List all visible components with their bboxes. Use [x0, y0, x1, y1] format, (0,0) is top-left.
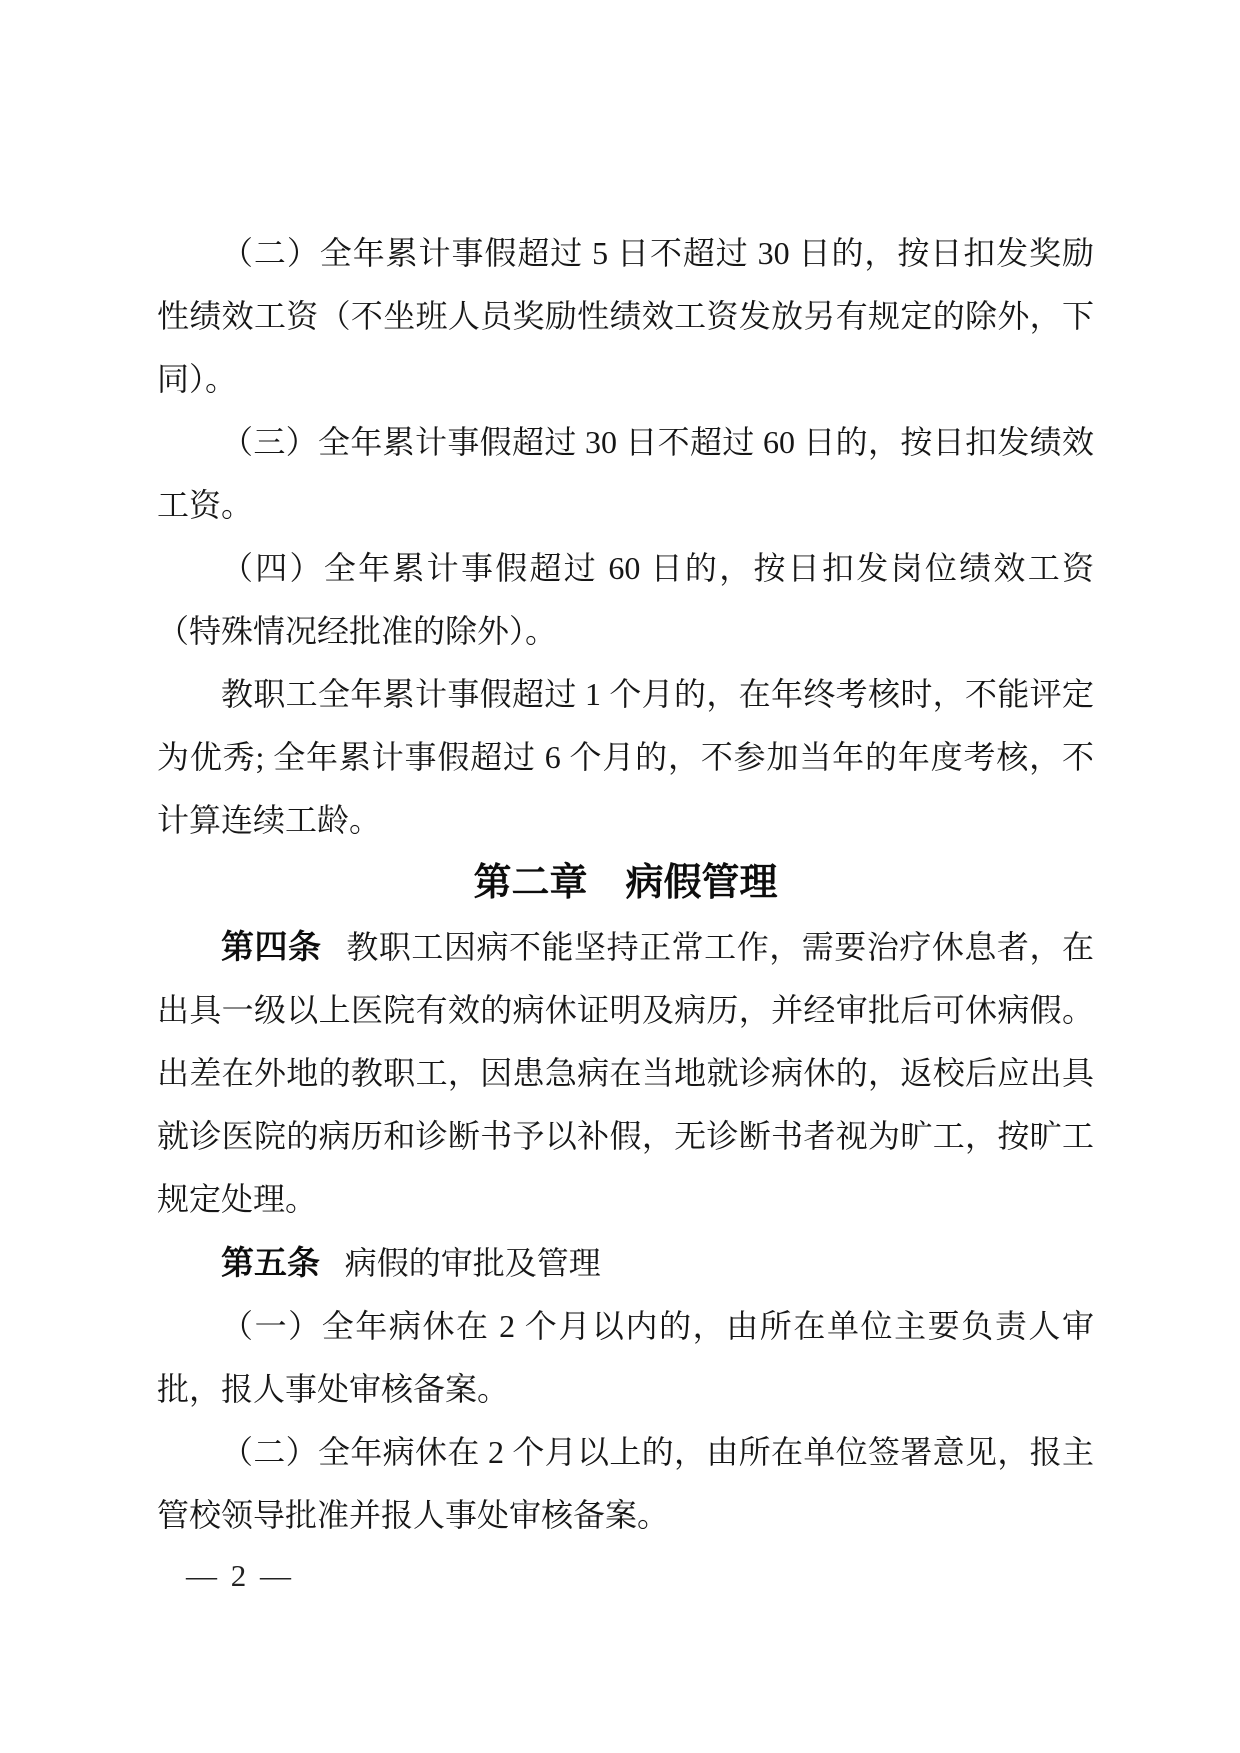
paragraph-personal-leave-item-4: （四）全年累计事假超过 60 日的，按日扣发岗位绩效工资（特殊情况经批准的除外）。	[157, 550, 1094, 649]
page-number: — 2 —	[186, 1558, 294, 1593]
paragraph-sick-leave-item-2: （二）全年病休在 2 个月以上的，由所在单位签署意见，报主管校领导批准并报人事处审核备案。	[157, 1434, 1094, 1533]
article-5-paragraph	[157, 1231, 1094, 1295]
paragraph-sick-leave-item-1: （一）全年病休在 2 个月以内的，由所在单位主要负责人审批，报人事处审核备案。	[157, 1308, 1094, 1407]
article-4-text: 教职工因病不能坚持正常工作，需要治疗休息者，在出具一级以上医院有效的病休证明及病历，并经审批后可休病假。出差在外地的教职工，因患急病在当地就诊病休的，返校后应出具就诊医院的病历和诊断书予以补假，无诊断书者视为旷工，按旷工规定处理。	[157, 929, 1094, 1217]
paragraph-personal-leave-item-3: （三）全年累计事假超过 30 日不超过 60 日的，按日扣发绩效工资。	[157, 424, 1094, 523]
paragraph-annual-assessment-note: 教职工全年累计事假超过 1 个月的，在年终考核时，不能评定为优秀; 全年累计事假超过 6 个月的，不参加当年的年度考核，不计算连续工龄。	[157, 676, 1094, 838]
article-5-number: 第五条	[221, 1244, 320, 1281]
article-4-paragraph	[157, 915, 1094, 1231]
article-5-title: 病假的审批及管理	[344, 1245, 601, 1281]
document-body	[157, 222, 1094, 1547]
article-4-number: 第四条	[221, 928, 322, 965]
paragraph-personal-leave-item-2: （二）全年累计事假超过 5 日不超过 30 日的，按日扣发奖励性绩效工资（不坐班人员奖励性绩效工资发放另有规定的除外，下同）。	[157, 235, 1094, 397]
chapter-heading: 第二章 病假管理	[473, 862, 778, 904]
